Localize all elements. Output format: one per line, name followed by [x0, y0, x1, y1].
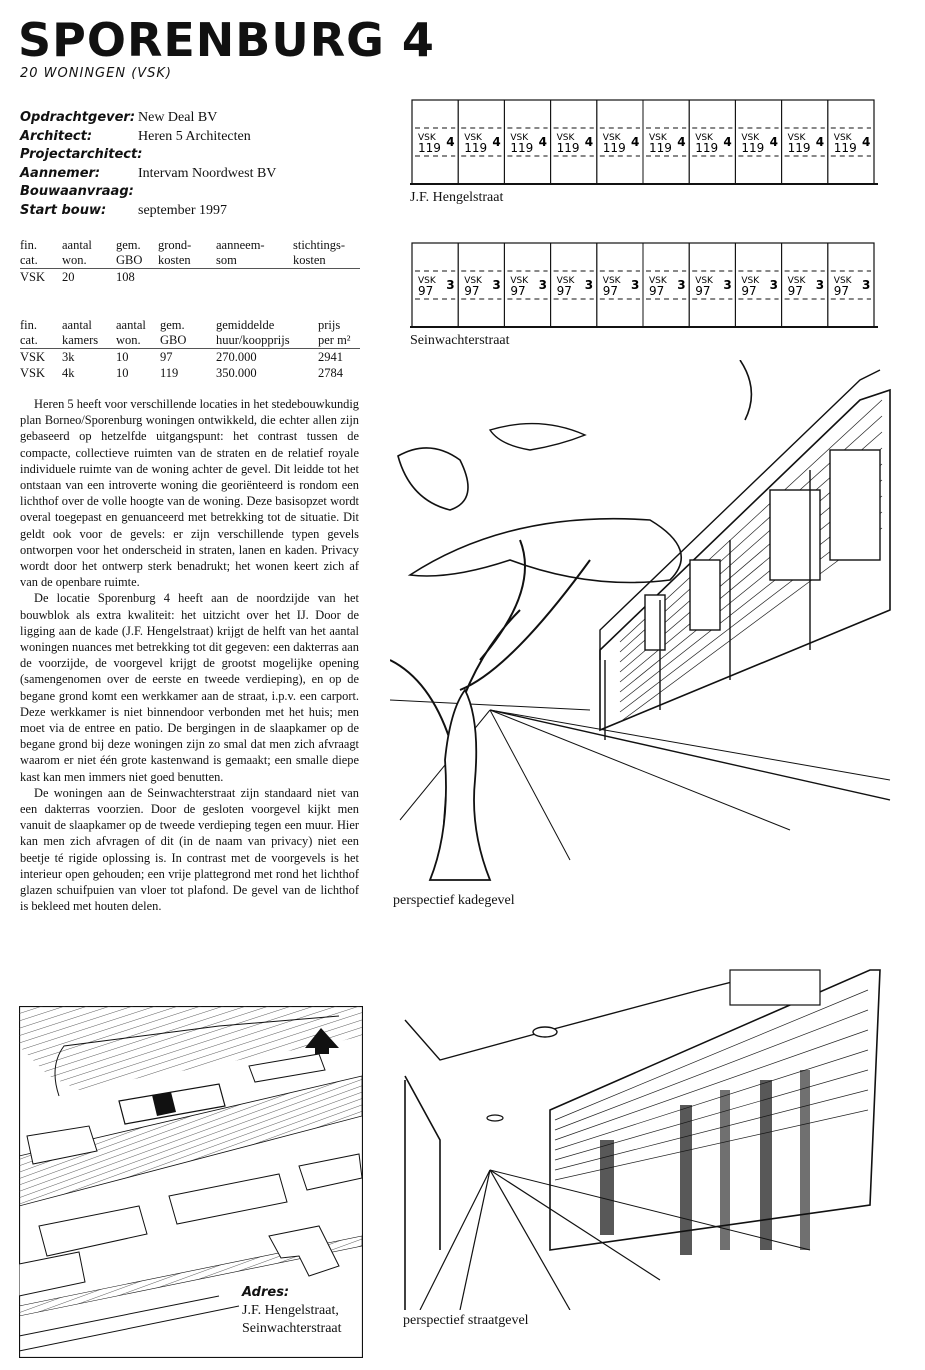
- house-unit: [643, 243, 689, 327]
- unit-rooms-label: 4: [446, 135, 455, 149]
- table-header: fin. cat.: [20, 238, 62, 269]
- unit-type-label: VSK: [602, 133, 621, 143]
- perspective-straatgevel: [400, 950, 920, 1310]
- unit-rooms-label: 4: [584, 135, 594, 149]
- unit-type-label: VSK: [464, 276, 482, 286]
- house-unit: [504, 243, 550, 327]
- unit-rooms-label: 4: [677, 135, 686, 149]
- address-block: [242, 1284, 342, 1338]
- table-cell: 2941: [318, 350, 343, 364]
- info-row: [20, 166, 360, 185]
- house-unit: [551, 100, 597, 184]
- unit-rooms-label: 3: [677, 278, 686, 292]
- house-unit: [504, 100, 550, 184]
- unit-type-label: VSK: [602, 276, 621, 286]
- unit-rooms-label: 4: [492, 135, 501, 149]
- info-row: [20, 110, 360, 129]
- info-row: [20, 147, 360, 166]
- table-header: stichtings- kosten: [293, 238, 360, 269]
- paragraph: De woningen aan de Seinwachterstraat zijn standaard niet van een dakterras voorzien. Door de gesloten voorgevel kijkt men vanuit de slaapkamer op de tweede verdieping tegen een muur. Hier kan men zich afvragen of dit (in de naam van privacy) niet een beetje té rigide oplossing is. In contrast met de voorgevels is het interieur open gehouden; een vrije plattegrond met rond het lichthof glazen schuifpuien van vloer tot plafond. De gevel van de lichthof is bekleed met houten delen.: [20, 785, 359, 914]
- unit-type-label: VSK: [418, 133, 436, 143]
- unit-type-label: VSK: [787, 276, 806, 286]
- unit-size-label: 119: [556, 141, 580, 155]
- unit-rooms-label: 4: [862, 135, 871, 149]
- unit-type-label: VSK: [464, 133, 482, 143]
- table-cell: 4k: [62, 366, 75, 380]
- table-header: gem. GBO: [160, 318, 216, 349]
- unit-rooms-label: 3: [862, 278, 871, 292]
- unit-rooms-label: 3: [446, 278, 455, 292]
- unit-size-label: 119: [418, 141, 441, 155]
- unit-type-label: VSK: [695, 133, 713, 143]
- plan-hengelstraat: [410, 98, 878, 188]
- cost-table: [20, 238, 360, 285]
- unit-size-label: 119: [741, 141, 765, 155]
- unit-size-label: 97: [602, 284, 619, 298]
- table-cell: 3k: [62, 350, 75, 364]
- house-unit: [689, 243, 735, 327]
- unit-rooms-label: 4: [631, 135, 640, 149]
- article-body: [20, 396, 359, 915]
- house-unit: [551, 243, 597, 327]
- house-unit: [458, 100, 504, 184]
- unit-type-label: VSK: [510, 133, 529, 143]
- unit-size-label: 119: [602, 141, 626, 155]
- address-label: Adres:: [242, 1285, 290, 1300]
- table-cell: 2784: [318, 366, 343, 380]
- unit-size-label: 97: [418, 284, 434, 298]
- unit-size-label: 97: [787, 284, 803, 298]
- unit-type-label: VSK: [418, 276, 436, 286]
- unit-type-label: VSK: [556, 276, 575, 286]
- house-unit: [643, 100, 689, 184]
- unit-size-label: 119: [649, 141, 672, 155]
- table-header: prijs per m²: [318, 318, 360, 349]
- unit-rooms-label: 4: [538, 135, 547, 149]
- page-subtitle: 20 WONINGEN (VSK): [20, 66, 173, 81]
- unit-rooms-label: 3: [492, 278, 501, 292]
- perspective-kadegevel: [390, 360, 910, 890]
- info-row: [20, 129, 360, 148]
- house-unit: [597, 100, 643, 184]
- info-value: Heren 5 Architecten: [138, 128, 251, 144]
- house-unit: [412, 243, 458, 327]
- unit-size-label: 97: [556, 284, 572, 298]
- unit-size-label: 97: [510, 284, 526, 298]
- unit-rooms-label: 3: [584, 278, 594, 292]
- unit-size-label: 119: [695, 141, 719, 155]
- unit-type-label: VSK: [510, 276, 529, 286]
- table-row: [20, 349, 360, 366]
- unit-size-label: 97: [741, 284, 757, 298]
- street-label-hengelstraat: J.F. Hengelstraat: [410, 190, 504, 205]
- unit-rooms-label: 3: [631, 278, 640, 292]
- unit-size-label: 119: [833, 141, 857, 155]
- table-cell: 119: [160, 366, 179, 380]
- unit-type-label: VSK: [741, 133, 760, 143]
- table-cell: VSK: [20, 366, 46, 380]
- table-cell: [293, 269, 360, 286]
- caption-straatgevel: perspectief straatgevel: [403, 1313, 529, 1328]
- street-label-seinwachterstraat: Seinwachterstraat: [410, 333, 510, 348]
- info-row: [20, 184, 360, 203]
- table-header: fin. cat.: [20, 318, 62, 349]
- unit-size-label: 119: [787, 141, 811, 155]
- table-header: gem. GBO: [116, 238, 158, 269]
- lamp-icon: [487, 1115, 503, 1121]
- table-header: aantal kamers: [62, 318, 116, 349]
- unit-rooms-label: 3: [769, 278, 778, 292]
- plan-seinwachterstraat: [410, 241, 878, 331]
- table-header: grond- kosten: [158, 238, 216, 269]
- table-cell: 270.000: [216, 350, 257, 364]
- info-value: Intervam Noordwest BV: [138, 165, 277, 181]
- table-cell: 20: [62, 270, 75, 284]
- unit-rooms-label: 3: [815, 278, 825, 292]
- house-unit: [782, 243, 828, 327]
- info-row: [20, 203, 360, 222]
- unit-type-label: VSK: [833, 133, 852, 143]
- house-unit: [828, 243, 874, 327]
- table-cell: 350.000: [216, 366, 257, 380]
- unit-type-label: VSK: [833, 276, 852, 286]
- unit-type-label: VSK: [741, 276, 760, 286]
- table-cell: 97: [160, 350, 173, 364]
- table-cell: 10: [116, 366, 129, 380]
- address-line: Seinwachterstraat: [242, 1321, 342, 1336]
- unit-size-label: 97: [649, 284, 665, 298]
- unit-size-label: 97: [464, 284, 480, 298]
- table-cell: [158, 269, 216, 286]
- unit-type-label: VSK: [695, 276, 713, 286]
- table-cell: VSK: [20, 350, 46, 364]
- house-unit: [735, 243, 781, 327]
- unit-size-label: 97: [695, 284, 711, 298]
- paragraph: Heren 5 heeft voor verschillende locaties in het stedebouwkundig plan Borneo/Sporenburg woningen ontwikkeld, die echter allen zijn gebaseerd op hetzelfde uitgangspunt: het contrast tussen de compacte, collectieve ruimten van de straten en de relatief royale individuele ruimte van de woning achter de gevel. Dit leidde tot het ontstaan van een introverte woning die georiënteerd is rondom een lichthof over de volle hoogte van de woning. Deze basisopzet wordt overal toegepast en genuanceerd met betrekking tot de situatie. Dit geldt ook voor de gevels: er zijn verschillende typen gevels ontworpen voor het onderscheid in straten, lanen en kaden. Privacy wordt door het ontwerp sterk benadrukt; het wonen keert zich af van de openbare ruimte.: [20, 397, 359, 590]
- house-unit: [458, 243, 504, 327]
- price-table: [20, 318, 360, 381]
- table-header: aantal won.: [116, 318, 160, 349]
- info-label: Start bouw:: [20, 202, 107, 218]
- unit-rooms-label: 4: [769, 135, 778, 149]
- unit-rooms-label: 4: [815, 135, 825, 149]
- house-unit: [782, 100, 828, 184]
- unit-rooms-label: 3: [538, 278, 547, 292]
- table-cell: VSK: [20, 270, 46, 284]
- unit-type-label: VSK: [556, 133, 575, 143]
- info-value: New Deal BV: [138, 110, 218, 125]
- info-label: Architect:: [20, 128, 93, 144]
- table-row: [20, 365, 360, 381]
- unit-size-label: 119: [510, 141, 534, 155]
- info-value: september 1997: [138, 202, 228, 218]
- unit-type-label: VSK: [787, 133, 806, 143]
- table-header: aantal won.: [62, 238, 116, 269]
- unit-rooms-label: 3: [723, 278, 732, 292]
- table-header: aanneem- som: [216, 238, 293, 269]
- house-unit: [597, 243, 643, 327]
- house-unit: [689, 100, 735, 184]
- lamp-icon: [533, 1027, 557, 1037]
- table-row: [20, 269, 360, 286]
- table-cell: [216, 269, 293, 286]
- address-line: J.F. Hengelstraat,: [242, 1303, 339, 1318]
- unit-type-label: VSK: [649, 133, 667, 143]
- info-label: Bouwaanvraag:: [20, 184, 134, 199]
- house-unit: [735, 100, 781, 184]
- project-info: [20, 110, 360, 221]
- house-unit: [828, 100, 874, 184]
- paragraph: De locatie Sporenburg 4 heeft aan de noordzijde van het bouwblok als extra kwaliteit: het uitzicht over het IJ. Door de ligging aan de kade (J.F. Hengelstraat) krijgt de helft van het aantal woningen nuances met betrekking tot dit gegeven: een dakterras aan de voorzijde, de voorgevel krijgt de grootst mogelijke opening (samengenomen over de eerste en tweede verdieping), en op de begane grond komt een werkkamer aan de straat, i.p.v. een carport. Deze werkkamer is niet binnendoor verbonden met het huis; men moet via de entree en patio. De bergingen in de slaapkamer op de begane grond bij deze woningen zijn zo smal dat men zich afvraagt waarom er niet één grote kastenwand is gemaakt; een smalle diepe kast kan men immers niet goed benutten.: [20, 591, 359, 784]
- unit-type-label: VSK: [649, 276, 667, 286]
- info-label: Projectarchitect:: [20, 147, 143, 162]
- page-title: SPORENBURG 4: [18, 13, 435, 67]
- unit-rooms-label: 4: [723, 135, 732, 149]
- house-unit: [412, 100, 458, 184]
- unit-size-label: 119: [464, 141, 488, 155]
- unit-size-label: 97: [833, 284, 850, 298]
- table-cell: 108: [116, 270, 135, 284]
- info-label: Aannemer:: [20, 165, 101, 181]
- caption-kadegevel: perspectief kadegevel: [393, 893, 515, 908]
- table-cell: 10: [116, 350, 129, 364]
- info-label: Opdrachtgever:: [20, 110, 136, 125]
- table-header: gemiddelde huur/koopprijs: [216, 318, 318, 349]
